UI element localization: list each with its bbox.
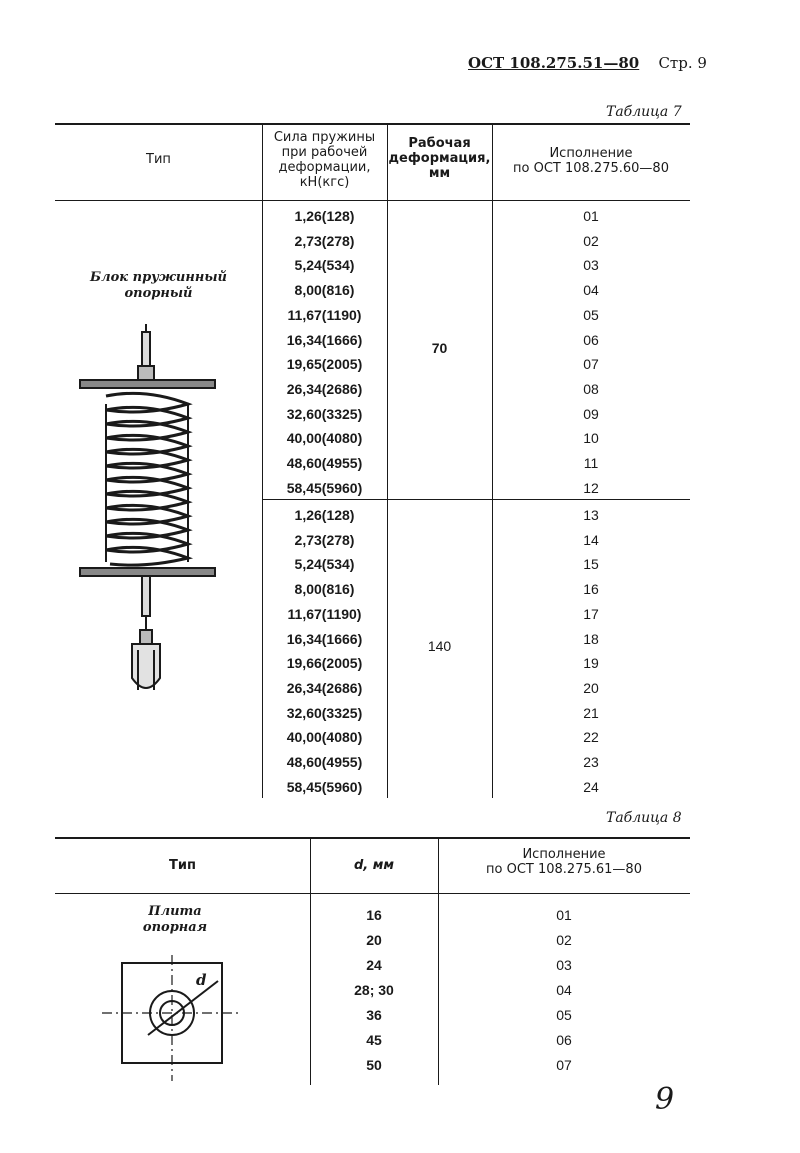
diameter-cell: 24	[366, 957, 382, 973]
force-cell: 11,67(1190)	[287, 605, 362, 622]
execution-cell: 14	[583, 531, 599, 548]
execution-cell: 05	[583, 306, 599, 323]
execution-cell: 10	[583, 430, 599, 447]
table7-header-deformation	[387, 136, 492, 181]
table7-header-type: Тип	[146, 152, 171, 167]
table8-item-title-line: Плита	[148, 904, 202, 919]
table7-top-rule	[55, 123, 690, 125]
execution-cell: 23	[583, 754, 599, 770]
execution-cell: 24	[583, 778, 599, 795]
execution-cell: 04	[556, 982, 572, 998]
table8-top-rule	[55, 837, 690, 839]
table7-group-divider	[262, 499, 690, 500]
force-cell: 32,60(3325)	[286, 704, 363, 721]
table7-header-execution-line: Исполнение	[549, 146, 633, 161]
page-number: 9	[655, 1082, 675, 1117]
execution-cell: 22	[583, 729, 599, 746]
table7-header-force-line: Сила пружины	[273, 130, 376, 145]
force-cell: 48,60(4955)	[286, 455, 363, 471]
table8-header-d: d, мм	[353, 858, 395, 873]
table7-header-force-line: кН(кгс)	[299, 175, 350, 190]
force-cell: 8,00(816)	[294, 282, 355, 299]
execution-cell: 03	[583, 257, 599, 274]
table7-header-force-line: при рабочей	[281, 145, 368, 160]
execution-cell: 20	[583, 679, 599, 696]
execution-cell: 07	[556, 1057, 572, 1073]
table7-header-force-line: деформации,	[278, 160, 371, 175]
page-label: Стр. 9	[658, 54, 707, 72]
spring-block-drawing	[70, 318, 220, 710]
document-code: ОСТ 108.275.51—80	[468, 54, 640, 72]
execution-cell: 03	[556, 957, 572, 973]
execution-cell: 09	[583, 405, 599, 422]
table8-header-execution-line: по ОСТ 108.275.61—80	[486, 862, 642, 877]
diameter-cell: 20	[366, 932, 382, 948]
execution-cell: 05	[556, 1007, 572, 1023]
force-cell: 26,34(2686)	[286, 679, 363, 696]
drawing-d-label: d	[196, 971, 207, 989]
table7-header-deformation-line: Рабочая	[408, 136, 471, 151]
execution-cell: 12	[583, 479, 599, 496]
table7-header-deformation-line: деформация,	[388, 151, 491, 166]
table7-item-title-line: Блок пружинный	[90, 270, 227, 285]
table8-item-title	[55, 904, 295, 936]
force-cell: 16,34(1666)	[286, 331, 363, 348]
force-cell: 40,00(4080)	[286, 430, 363, 447]
execution-cell: 15	[583, 556, 599, 573]
support-plate-drawing	[100, 955, 240, 1085]
force-cell: 16,34(1666)	[286, 630, 363, 647]
execution-cell: 08	[583, 380, 599, 397]
execution-cell: 16	[583, 581, 599, 598]
force-cell: 2,73(278)	[294, 232, 355, 249]
force-cell: 1,26(128)	[294, 208, 355, 224]
table8-item-title-line: опорная	[142, 920, 208, 935]
force-cell: 58,45(5960)	[286, 479, 363, 496]
execution-cell: 02	[556, 932, 572, 948]
force-cell: 58,45(5960)	[286, 778, 363, 795]
execution-cell: 02	[583, 232, 599, 249]
table7-header-rule	[55, 200, 690, 201]
force-cell: 2,73(278)	[294, 531, 355, 548]
execution-cell: 07	[583, 356, 599, 373]
force-cell: 5,24(534)	[294, 556, 355, 573]
table7-caption: Таблица 7	[606, 104, 682, 120]
force-cell: 40,00(4080)	[286, 729, 363, 746]
execution-cell: 06	[583, 331, 599, 348]
execution-cell: 19	[583, 655, 599, 672]
force-cell: 48,60(4955)	[286, 754, 363, 770]
page-header	[468, 54, 707, 72]
execution-cell: 13	[583, 507, 599, 523]
force-cell: 26,34(2686)	[286, 380, 363, 397]
execution-cell: 06	[556, 1032, 572, 1048]
table7-header-deformation-line: мм	[428, 166, 451, 181]
table8-header-execution	[438, 847, 690, 877]
force-cell: 11,67(1190)	[287, 306, 362, 323]
execution-cell: 11	[583, 455, 599, 471]
diameter-cell: 16	[366, 907, 382, 923]
diameter-cell: 36	[366, 1007, 382, 1023]
table8-header-type: Тип	[169, 858, 196, 873]
table7-item-title-line: опорный	[124, 286, 193, 301]
table7-item-title	[55, 270, 262, 302]
table7-deformation-70: 70	[431, 340, 448, 356]
force-cell: 19,66(2005)	[286, 655, 363, 672]
table7-col-divider	[387, 123, 388, 798]
force-cell: 32,60(3325)	[286, 405, 363, 422]
execution-cell: 01	[583, 208, 599, 224]
table7-header-execution	[492, 146, 690, 176]
diameter-cell: 50	[366, 1057, 382, 1073]
force-cell: 5,24(534)	[294, 257, 355, 274]
table7-header-force	[262, 130, 387, 190]
execution-cell: 21	[583, 704, 599, 721]
execution-cell: 17	[583, 605, 599, 622]
force-cell: 19,65(2005)	[286, 356, 363, 373]
execution-cell: 18	[583, 630, 599, 647]
table8-header-execution-line: Исполнение	[522, 847, 606, 862]
force-cell: 8,00(816)	[294, 581, 355, 598]
table8-header-rule	[55, 893, 690, 894]
table7-header-execution-line: по ОСТ 108.275.60—80	[513, 161, 669, 176]
table8-caption: Таблица 8	[606, 810, 682, 826]
diameter-cell: 28; 30	[354, 982, 394, 998]
force-cell: 1,26(128)	[294, 507, 355, 523]
execution-cell: 01	[556, 907, 572, 923]
table7-deformation-140: 140	[427, 638, 452, 654]
execution-cell: 04	[583, 282, 599, 299]
diameter-cell: 45	[366, 1032, 382, 1048]
